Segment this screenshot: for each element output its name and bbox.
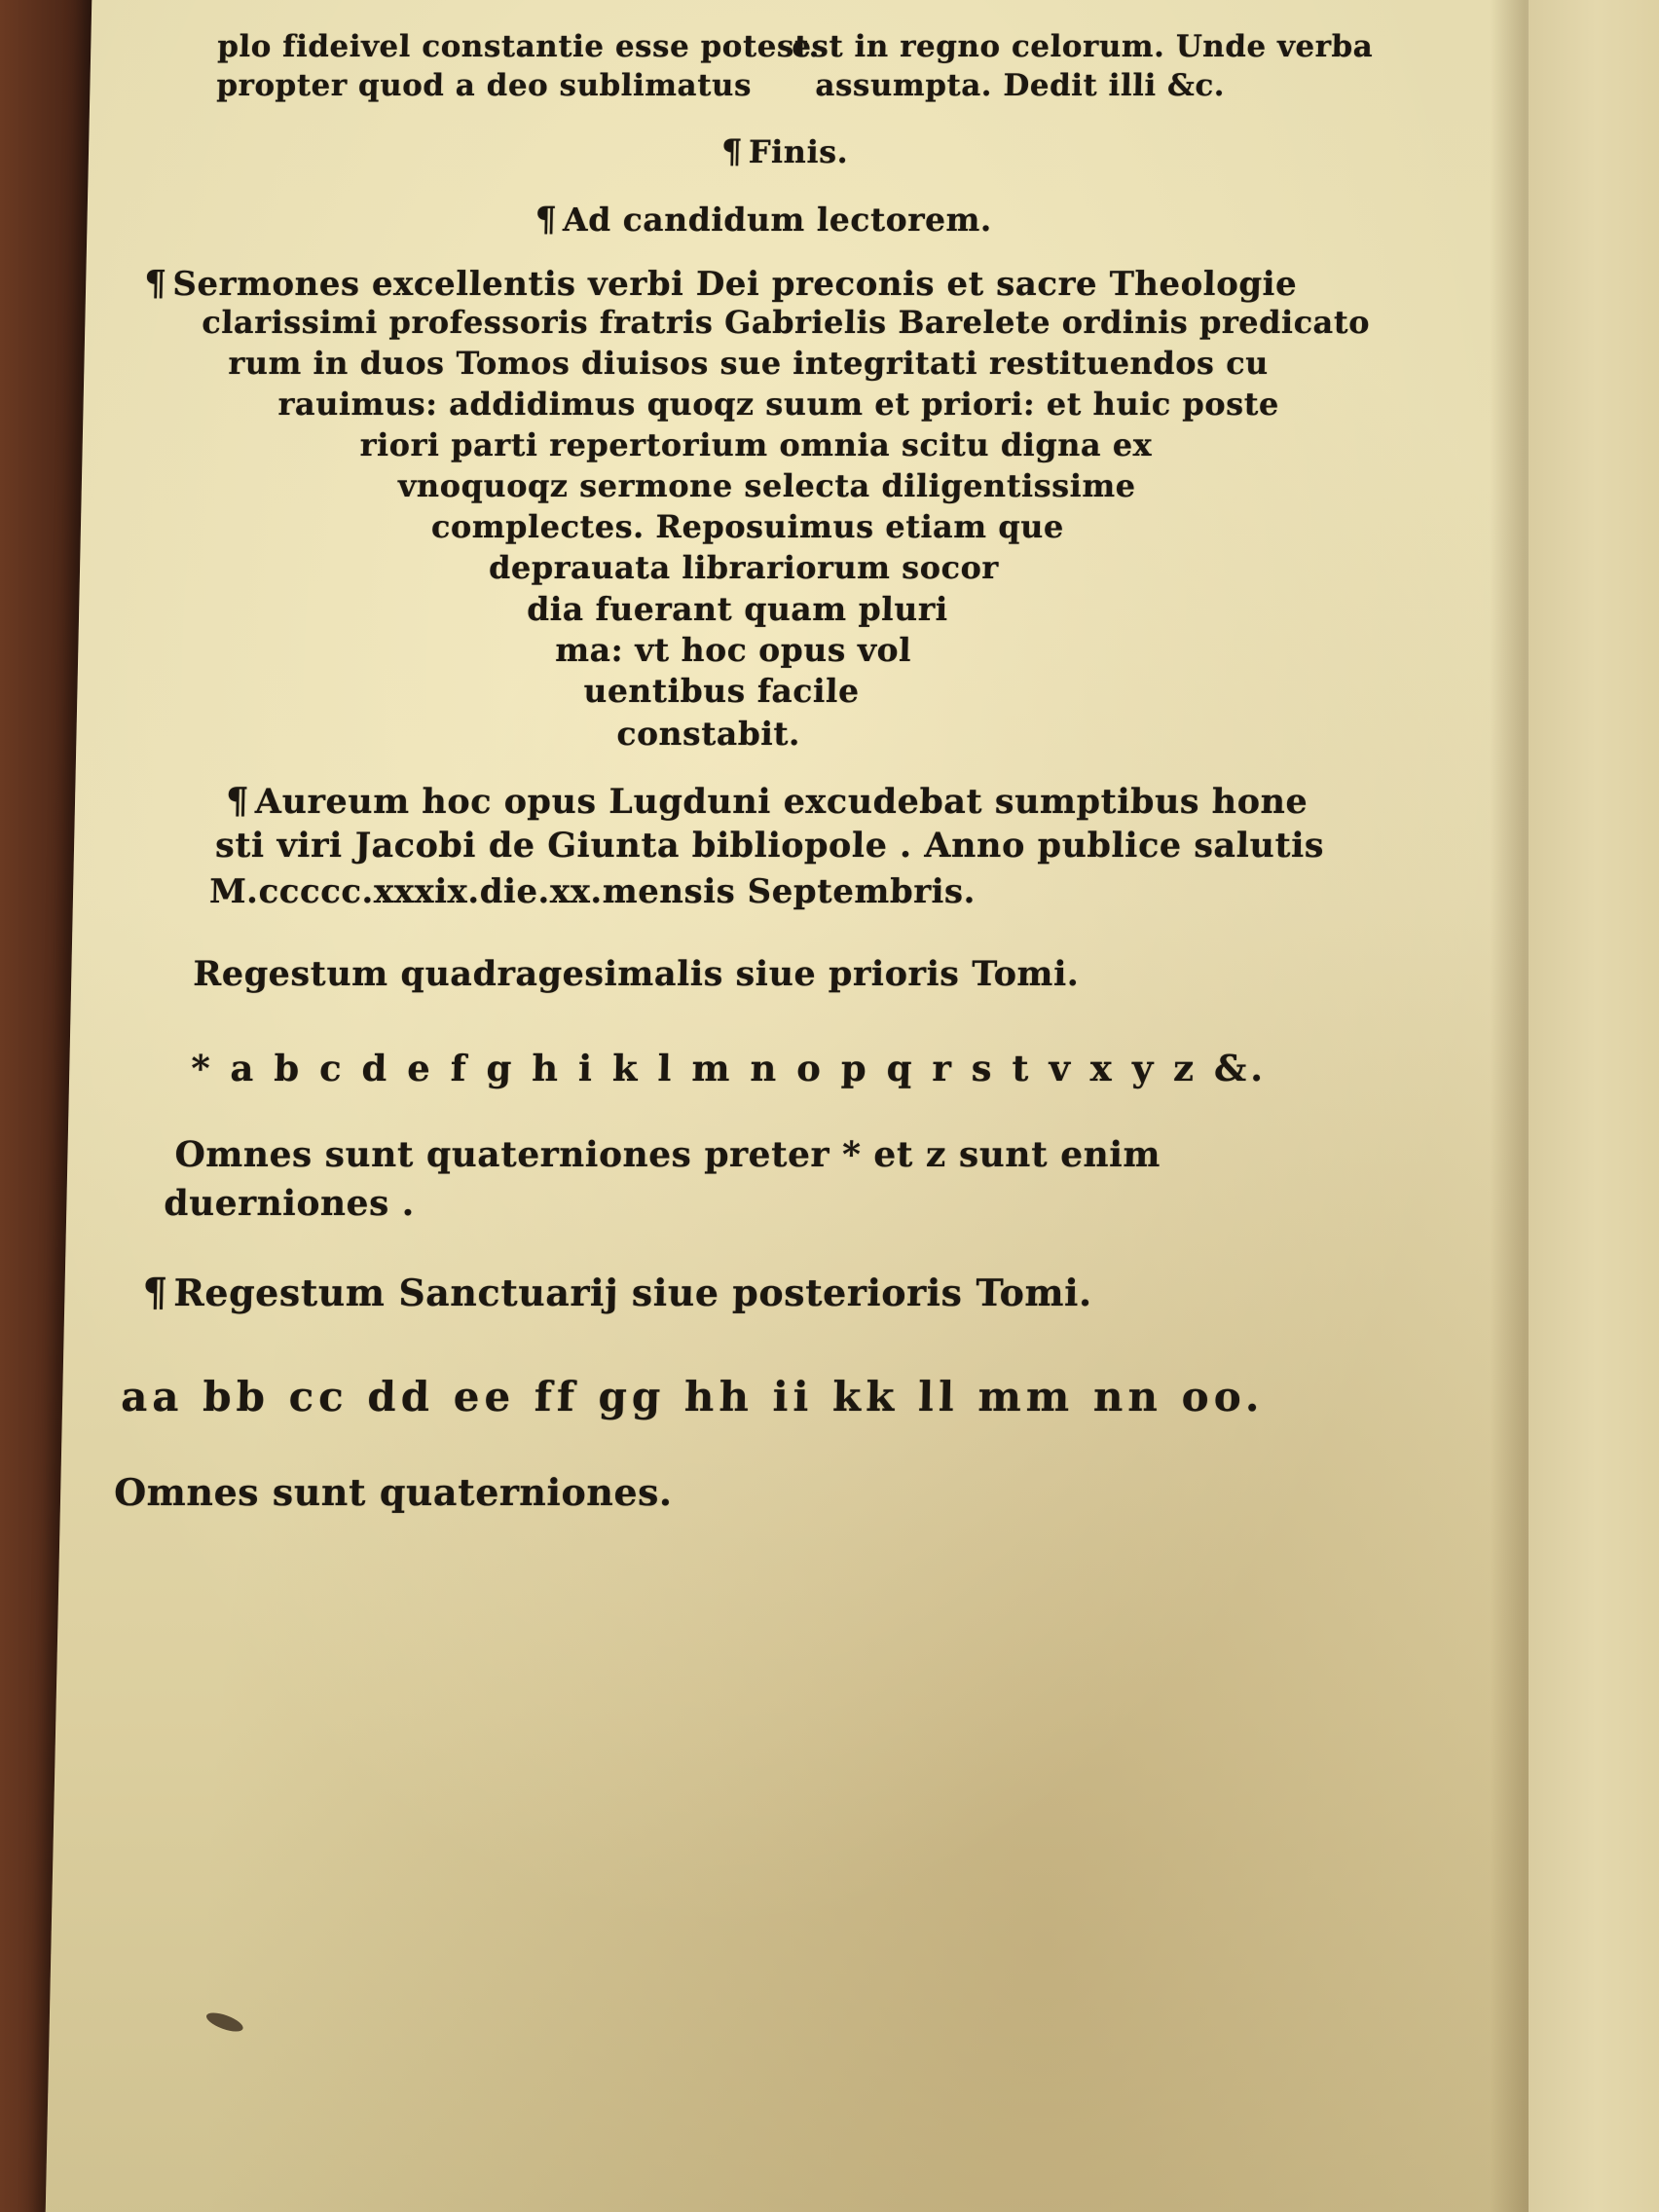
top-right-line-2: assumpta. Dedit illi &c. [815, 68, 1226, 103]
top-right-line-1: est in regno celorum. Unde verba [791, 29, 1374, 64]
facing-page-edge [1529, 0, 1659, 2212]
book-page [44, 0, 1659, 2212]
preface-text-1: Sermones excellentis verbi Dei preconis et sacre Theologie [171, 265, 1298, 304]
pilcrow-icon: ¶ [720, 131, 744, 170]
preface-line-4: rauimus: addidimus quoqz suum et priori: et huic poste [277, 386, 1280, 423]
ink-mark [204, 2009, 245, 2036]
preface-line-9: dia fuerant quam pluri [526, 590, 949, 628]
pilcrow-icon: ¶ [225, 779, 250, 822]
preface-line-10: ma: vt hoc opus vol [554, 631, 912, 669]
preface-line-12: constabit. [616, 715, 801, 753]
preface-line-3: rum in duos Tomos diuisos sue integritati restituendos cu [228, 345, 1270, 382]
register-2-title: Regestum Sanctuarij siue posterioris Tomi. [172, 1271, 1093, 1314]
register-2-note: Omnes sunt quaterniones. [113, 1470, 674, 1514]
preface-line-11: uentibus facile [583, 672, 860, 710]
top-left-line-2: propter quod a deo sublimatus [216, 68, 753, 103]
register-1-note-2: duerniones . [163, 1183, 416, 1224]
colophon-text-1: Aureum hoc opus Lugduni excudebat sumptibus hone [254, 782, 1309, 822]
preface-line-5: riori parti repertorium omnia scitu digna ex [359, 426, 1153, 463]
preface-line-6: vnoquoqz sermone selecta diligentissime [397, 467, 1137, 504]
register-1-note-1: Omnes sunt quaterniones preter * et z sunt enim [174, 1134, 1161, 1175]
heading-text: Ad candidum lectorem. [562, 201, 993, 239]
colophon-line-2: sti viri Jacobi de Giunta bibliopole . Anno publice salutis [214, 826, 1325, 866]
colophon-line-1 [226, 779, 1309, 822]
preface-line-8: deprauata librariorum socor [488, 549, 1000, 586]
colophon-line-3: M.ccccc.xxxix.die.xx.mensis Septembris. [208, 872, 977, 911]
pilcrow-icon: ¶ [535, 200, 558, 240]
register-2-signatures: aa bb cc dd ee ff gg hh ii kk ll mm nn oo. [120, 1373, 1266, 1420]
show-through-text [174, 204, 183, 234]
register-2-title-line [142, 1271, 1092, 1315]
preface-line-1 [144, 263, 1298, 304]
finis-text: Finis. [748, 133, 849, 170]
pilcrow-icon: ¶ [141, 1271, 168, 1315]
preface-line-2: clarissimi professoris fratris Gabrielis Barelete ordinis predicato [201, 304, 1371, 341]
finis-line [721, 131, 849, 170]
register-1-title: Regestum quadragesimalis siue prioris Tomi. [192, 954, 1081, 994]
heading-line [535, 200, 992, 240]
register-1-signatures: * a b c d e f g h i k l m n o p q r s t v x y z &. [190, 1047, 1268, 1089]
preface-line-7: complectes. Reposuimus etiam que [430, 508, 1065, 545]
pilcrow-icon: ¶ [143, 263, 167, 304]
top-left-line-1: plo fideivel constantie esse potest. [216, 29, 821, 64]
